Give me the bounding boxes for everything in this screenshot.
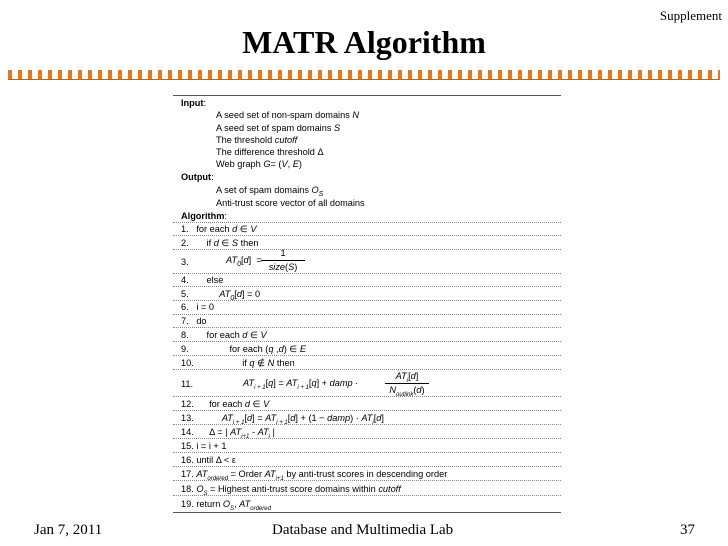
- algo-line-14: 14. Δ = | $AT_{i+1} - AT_i$ |: [181, 427, 275, 440]
- formula-update: $AT_{i + 1}[q] = AT_{i + 1}[q]$ + damp ·: [243, 378, 359, 391]
- formula-at0: $AT_0[d]$ =: [226, 255, 262, 268]
- algo-line-3: 3.: [181, 257, 189, 267]
- algorithm-heading: Algorithm:: [181, 211, 227, 221]
- input-item: The threshold cutoff: [216, 135, 298, 145]
- algo-line-11: 11.: [181, 379, 194, 389]
- algo-line-9: 9. for each (q ,d) ∈ E: [181, 344, 306, 354]
- input-heading: Input:: [181, 98, 207, 108]
- algo-line-17: 17. $AT_{ordered}$ = Order $AT_{i+1}$ by anti-trust scores in descending order: [181, 469, 448, 482]
- algorithm-box: [173, 88, 561, 514]
- algo-line-7: 7. do: [181, 316, 207, 326]
- algo-line-5: 5. $AT_0[d] = 0$: [181, 289, 261, 302]
- output-item: A set of spam domains $O_S$: [216, 185, 324, 198]
- algo-line-10: 10. if q ∉ N then: [181, 358, 295, 368]
- algo-line-15: 15. i = i + 1: [181, 441, 227, 451]
- page-title: MATR Algorithm: [242, 24, 486, 60]
- input-item: A seed set of non-spam domains N: [216, 110, 359, 120]
- supplement-label: Supplement: [659, 8, 722, 23]
- algo-line-2: 2. if d ∈ S then: [181, 238, 259, 248]
- algo-line-1: 1. for each d ∈ V: [181, 224, 257, 234]
- output-heading: Output:: [181, 172, 214, 182]
- formula-fraction-num: 1: [280, 248, 286, 258]
- formula-update-num: $AT_i[d]$: [395, 371, 419, 384]
- algo-line-13: 13. $AT_{i + 1}[d] = AT_{i + 1}[d] + (1$ − damp) · $AT_i[d]$: [181, 413, 384, 426]
- formula-fraction-den: size(S): [268, 262, 298, 272]
- algo-line-8: 8. for each d ∈ V: [181, 330, 267, 340]
- algo-line-18: 18. $O_S$ = Highest anti-trust score domains within cutoff: [181, 484, 401, 497]
- input-item: Web graph G= (V, E): [216, 159, 302, 169]
- algo-line-12: 12. for each d ∈ V: [181, 399, 270, 409]
- algorithm-bottom-rule: [173, 512, 561, 513]
- footer-lab: Database and Multimedia Lab: [272, 522, 454, 538]
- algo-line-6: 6. i = 0: [181, 302, 214, 312]
- decorative-stripe-line: [8, 79, 720, 80]
- footer-page-number: 37: [680, 522, 695, 538]
- algo-line-16: 16. until Δ < ε: [181, 455, 236, 465]
- formula-update-den: $N_{outlink}(d)$: [389, 385, 425, 398]
- algo-line-4: 4. else: [181, 275, 224, 285]
- input-item: The difference threshold Δ: [216, 147, 324, 157]
- algo-line-19: 19. return $O_S$, $AT_{ordered}$: [181, 499, 271, 512]
- footer-date: Jan 7, 2011: [34, 522, 103, 538]
- output-item: Anti-trust score vector of all domains: [216, 198, 365, 208]
- input-item: A seed set of spam domains S: [216, 123, 341, 133]
